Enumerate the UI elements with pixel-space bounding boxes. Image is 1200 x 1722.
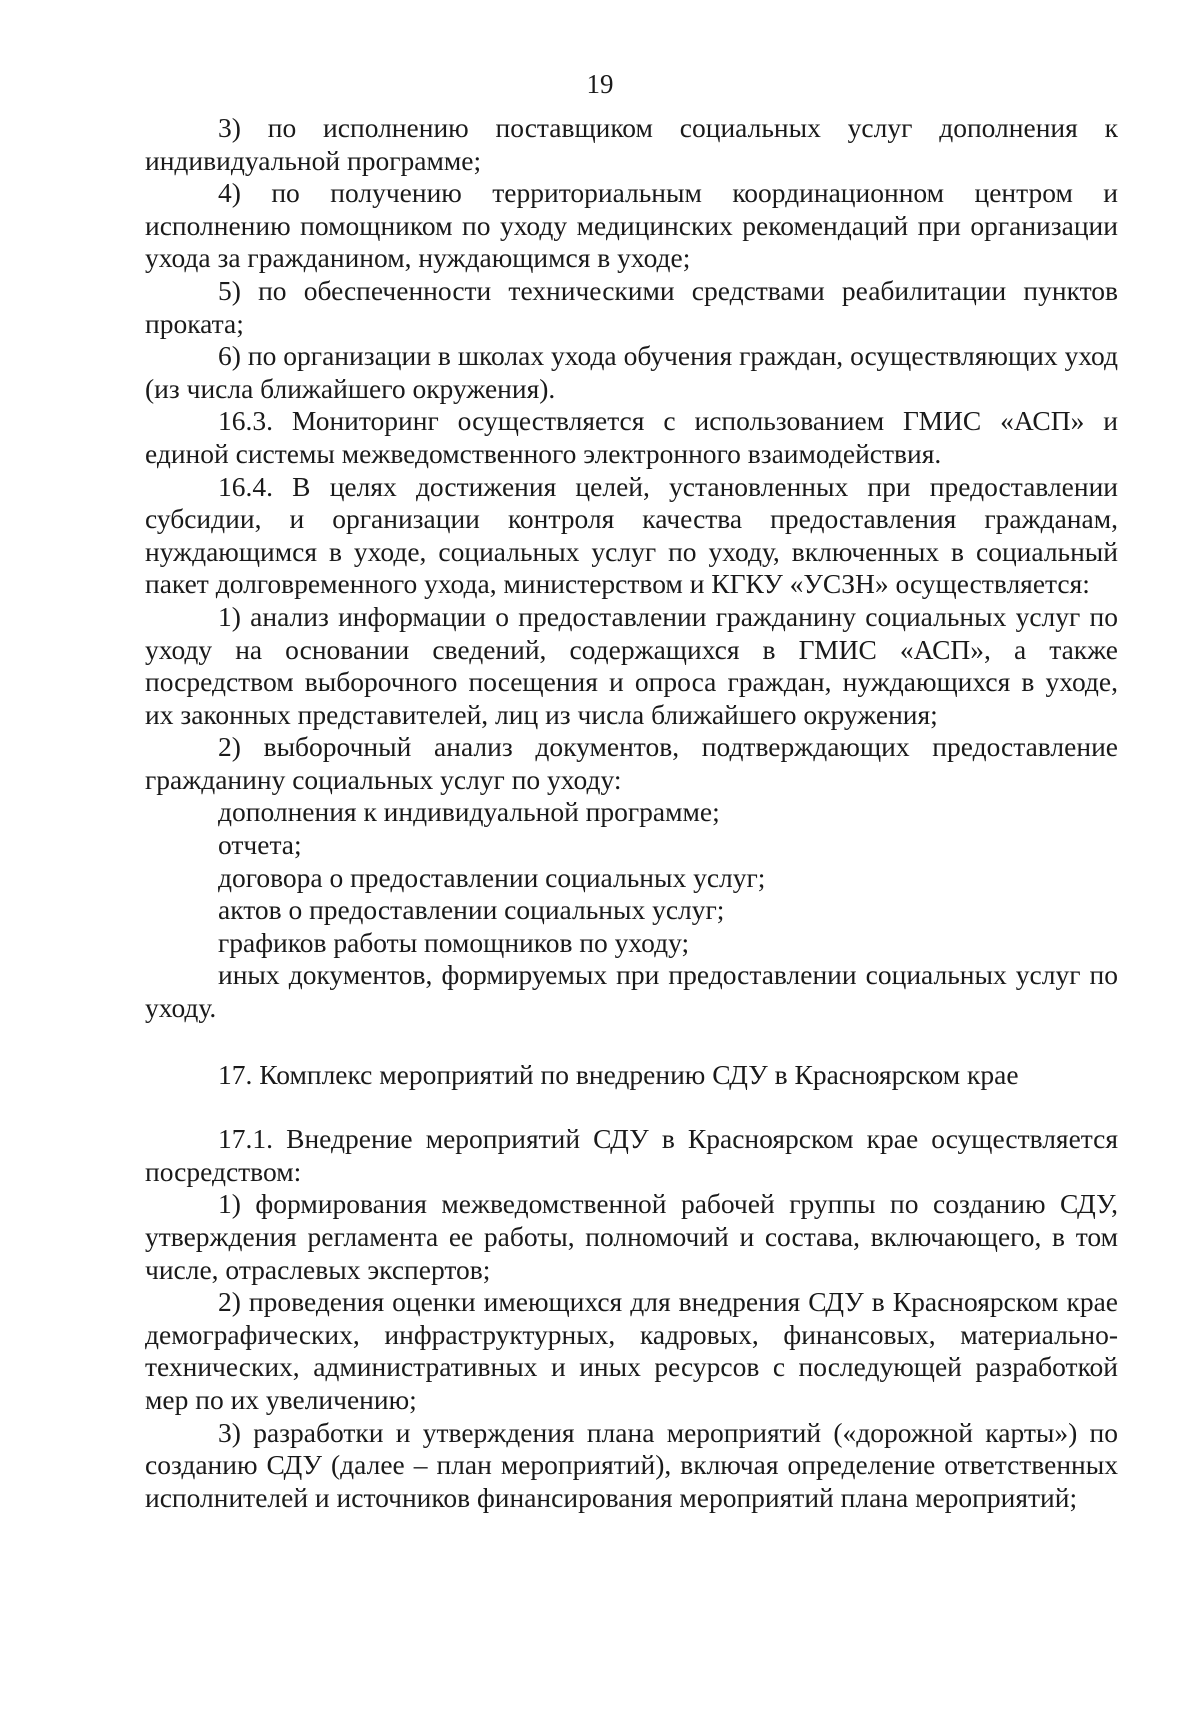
paragraph-17-1-item-2: 2) проведения оценки имеющихся для внедрения СДУ в Красноярском крае демографических, инфраструктурных, кадровых, финансовых, материально-технических, административных и иных ресурсов с последующей разработкой мер по их увеличению; [145, 1286, 1118, 1415]
paragraph-17-1: 17.1. Внедрение мероприятий СДУ в Красноярском крае осуществляется посредством: [145, 1123, 1118, 1187]
document-list-item: графиков работы помощников по уходу; [218, 926, 690, 958]
paragraph-17-1-item-3: 3) разработки и утверждения плана мероприятий («дорожной карты») по созданию СДУ (далее – план мероприятий), включая определение ответственных исполнителей и источников финансирования мероприятий плана мероприятий; [145, 1416, 1118, 1513]
document-list-item: договора о предоставлении социальных услуг; [218, 861, 766, 893]
document-list-item: актов о предоставлении социальных услуг; [218, 894, 725, 926]
paragraph-16-3: 16.3. Мониторинг осуществляется с использованием ГМИС «АСП» и единой системы межведомственного электронного взаимодействия. [145, 405, 1118, 469]
section-heading: 17. Комплекс мероприятий по внедрению СДУ в Красноярском крае [218, 1058, 1019, 1090]
paragraph-item-5: 5) по обеспеченности техническими средствами реабилитации пунктов проката; [145, 274, 1118, 339]
paragraph-item-3: 3) по исполнению поставщиком социальных услуг дополнения к индивидуальной программе; [145, 112, 1118, 176]
document-list-last-item: иных документов, формируемых при предоставлении социальных услуг по уходу. [145, 959, 1118, 1024]
paragraph-16-4-item-2: 2) выборочный анализ документов, подтверждающих предоставление гражданину социальных услуг по уходу: [145, 731, 1118, 795]
document-list-item: дополнения к индивидуальной программе; [218, 796, 720, 828]
page-number: 19 [586, 69, 614, 99]
document-list-item: отчета; [218, 829, 302, 861]
paragraph-16-4: 16.4. В целях достижения целей, установленных при предоставлении субсидии, и организации контроля качества предоставления гражданам, нуждающимся в уходе, социальных услуг по уходу, включенных в социальный пакет долговременного ухода, министерством и КГКУ «УСЗН» осуществляется: [145, 470, 1118, 600]
document-body [145, 112, 1118, 1514]
paragraph-16-4-item-1: 1) анализ информации о предоставлении гражданину социальных услуг по уходу на основании сведений, содержащихся в ГМИС «АСП», а также посредством выборочного посещения и опроса граждан, нуждающихся в уходе, их законных представителей, лиц из числа ближайшего окружения; [145, 600, 1118, 730]
paragraph-17-1-item-1: 1) формирования межведомственной рабочей группы по созданию СДУ, утверждения регламента ее работы, полномочий и состава, включающего, в том числе, отраслевых экспертов; [145, 1188, 1118, 1285]
paragraph-item-6: 6) по организации в школах ухода обучения граждан, осуществляющих уход (из числа ближайшего окружения). [145, 340, 1118, 404]
paragraph-item-4: 4) по получению территориальным координационном центром и исполнению помощником по уходу медицинских рекомендаций при организации ухода за гражданином, нуждающимся в уходе; [145, 177, 1118, 274]
